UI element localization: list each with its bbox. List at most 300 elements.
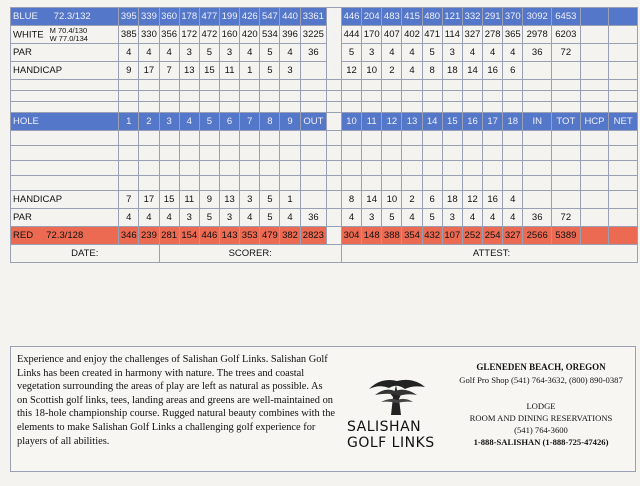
blue-tee-row-label (11, 8, 119, 26)
red-tee-row-net (609, 227, 638, 245)
par-row-bottom-front-2: 4 (139, 209, 159, 227)
blue-tee-row-back-14: 480 (422, 8, 442, 26)
handicap-row-bottom-front-2: 17 (139, 191, 159, 209)
blue-tee-row-front-1: 395 (119, 8, 139, 26)
hole-row-front-9: 9 (280, 113, 300, 131)
par-row-bottom-front-8: 5 (260, 209, 280, 227)
blank-cell (280, 102, 300, 113)
score-entry-cell (442, 146, 462, 161)
score-entry-cell (199, 176, 219, 191)
attest-label: ATTEST: (472, 248, 511, 259)
score-entry-cell (341, 146, 361, 161)
hole-row-front-7: 7 (240, 113, 260, 131)
handicap-row-bottom-in (523, 191, 552, 209)
handicap-row-top-in (523, 62, 552, 80)
blank-cell (362, 80, 382, 91)
blank-cell (341, 91, 361, 102)
blue-tee-row-out: 3361 (300, 8, 327, 26)
red-tee-row-front-3: 281 (159, 227, 179, 245)
white-tee-row-back-17: 278 (483, 26, 503, 44)
score-entry-cell (422, 146, 442, 161)
white-tee-row-back-13: 402 (402, 26, 422, 44)
score-entry-cell (260, 176, 280, 191)
blank-cell (503, 102, 523, 113)
blank-cell (139, 102, 159, 113)
handicap-row-top-back-13: 4 (402, 62, 422, 80)
score-entry-cell (382, 161, 402, 176)
handicap-row-bottom-front-6: 13 (219, 191, 239, 209)
score-entry-cell (362, 146, 382, 161)
blank-cell (300, 102, 327, 113)
blank-cell (179, 102, 199, 113)
par-row-bottom-front-9: 4 (280, 209, 300, 227)
score-entry-cell (280, 131, 300, 146)
score-entry-cell (327, 176, 342, 191)
red-tee-name: RED (13, 230, 34, 241)
score-entry-cell (462, 161, 482, 176)
hole-row-front-6: 6 (219, 113, 239, 131)
score-entry-cell (300, 176, 327, 191)
blue-tee-row-back-13: 415 (402, 8, 422, 26)
handicap-row-top-hcp (580, 62, 609, 80)
score-entry-cell (159, 131, 179, 146)
par-row-top-back-15: 3 (442, 44, 462, 62)
blank-cell (442, 102, 462, 113)
par-row-bottom-back-16: 4 (462, 209, 482, 227)
par-row-top-front-9: 4 (280, 44, 300, 62)
white-tee-row-front-3: 356 (159, 26, 179, 44)
blank-cell (483, 80, 503, 91)
blank-cell (462, 80, 482, 91)
par-row-top-front-8: 5 (260, 44, 280, 62)
white-tee-row-back-18: 365 (503, 26, 523, 44)
score-entry-cell (327, 146, 342, 161)
score-entry-cell (552, 176, 581, 191)
red-tee-row-front-9: 382 (280, 227, 300, 245)
blank-cell (341, 80, 361, 91)
red-tee-row-in: 2566 (523, 227, 552, 245)
score-entry-cell (341, 176, 361, 191)
hole-row-back-15: 15 (442, 113, 462, 131)
par-row-top-back-16: 4 (462, 44, 482, 62)
score-entry-cell (382, 176, 402, 191)
blue-tee-row-back-18: 370 (503, 8, 523, 26)
hole-row-divider (327, 113, 342, 131)
hole-row-out: OUT (300, 113, 327, 131)
score-entry-cell (327, 131, 342, 146)
salishan-logo (343, 375, 449, 455)
score-entry-cell (503, 161, 523, 176)
blank-cell (199, 80, 219, 91)
white-tee-row-front-1: 385 (119, 26, 139, 44)
par-row-bottom-front-7: 4 (240, 209, 260, 227)
blank-cell (422, 102, 442, 113)
logo-line2: GOLF LINKS (347, 435, 435, 451)
score-entry-cell (159, 176, 179, 191)
score-entry-cell (139, 131, 159, 146)
par-row-top-front-4: 3 (179, 44, 199, 62)
score-entry-cell (462, 131, 482, 146)
red-tee-row-back-15: 107 (442, 227, 462, 245)
scorer-field (159, 245, 341, 263)
blue-tee-row-front-6: 199 (219, 8, 239, 26)
player-name-cell (11, 161, 119, 176)
par-row-top-back-12: 4 (382, 44, 402, 62)
score-entry-cell (442, 161, 462, 176)
hole-row-front-2: 2 (139, 113, 159, 131)
blank-cell (580, 80, 609, 91)
blank-cell (179, 80, 199, 91)
blue-tee-row-net (609, 8, 638, 26)
score-entry-cell (280, 146, 300, 161)
score-entry-cell (609, 146, 638, 161)
score-entry-cell (159, 146, 179, 161)
score-table (10, 7, 638, 263)
hole-row-tot: TOT (552, 113, 581, 131)
score-entry-cell (179, 131, 199, 146)
score-entry-cell (341, 161, 361, 176)
score-entry-cell (179, 161, 199, 176)
handicap-row-top-front-6: 11 (219, 62, 239, 80)
player-label: P L A Y E R (327, 8, 342, 80)
par-row-top-back-18: 4 (503, 44, 523, 62)
red-tee-row-back-13: 354 (402, 227, 422, 245)
handicap-row-bottom-front-9: 1 (280, 191, 300, 209)
score-entry-cell (179, 146, 199, 161)
score-entry-cell (119, 176, 139, 191)
score-entry-cell (523, 176, 552, 191)
par-row-top-front-6: 3 (219, 44, 239, 62)
handicap-row-bottom-back-13: 2 (402, 191, 422, 209)
blank-cell (402, 91, 422, 102)
score-entry-cell (523, 131, 552, 146)
white-tee-row-net (609, 26, 638, 44)
par-row-bottom-front-3: 4 (159, 209, 179, 227)
score-entry-cell (362, 131, 382, 146)
blank-cell (523, 102, 552, 113)
handicap-row-top-front-3: 7 (159, 62, 179, 80)
par-row-bottom-back-14: 5 (422, 209, 442, 227)
score-entry-cell (362, 176, 382, 191)
blue-tee-row-back-15: 121 (442, 8, 462, 26)
score-entry-cell (402, 161, 422, 176)
score-entry-cell (139, 161, 159, 176)
lodge-heading: LODGE (526, 401, 556, 411)
par-row-top-back-13: 4 (402, 44, 422, 62)
hole-row-back-10: 10 (341, 113, 361, 131)
score-entry-cell (402, 146, 422, 161)
blank-cell (327, 80, 342, 91)
score-entry-cell (199, 146, 219, 161)
score-entry-cell (362, 161, 382, 176)
score-entry-cell (119, 161, 139, 176)
par-row-bottom (11, 209, 638, 227)
hole-row-back-14: 14 (422, 113, 442, 131)
score-entry-cell (300, 146, 327, 161)
blue-tee-row-back-11: 204 (362, 8, 382, 26)
hole-row-front-8: 8 (260, 113, 280, 131)
red-tee-row-back-12: 388 (382, 227, 402, 245)
blank-cell (159, 91, 179, 102)
blue-tee-row-back-10: 446 (341, 8, 361, 26)
blank-cell (119, 91, 139, 102)
handicap-row-top-back-14: 8 (422, 62, 442, 80)
player-score-row (11, 131, 638, 146)
score-entry-cell (260, 161, 280, 176)
red-tee-row-out: 2823 (300, 227, 327, 245)
score-entry-cell (179, 176, 199, 191)
score-entry-cell (580, 131, 609, 146)
red-tee-row-back-14: 432 (422, 227, 442, 245)
hole-row-label: HOLE (11, 113, 119, 131)
tree-icon (361, 375, 431, 415)
white-tee-row-back-15: 114 (442, 26, 462, 44)
score-entry-cell (199, 161, 219, 176)
hole-row-back-12: 12 (382, 113, 402, 131)
handicap-row-top-back-18: 6 (503, 62, 523, 80)
blank-cell (523, 91, 552, 102)
blank-cell (240, 80, 260, 91)
white-tee-name: WHITE (13, 29, 44, 41)
handicap-row-top-front-7: 1 (240, 62, 260, 80)
hole-row-front-3: 3 (159, 113, 179, 131)
blank-cell (199, 91, 219, 102)
player-score-row (11, 161, 638, 176)
par-row-top-out: 36 (300, 44, 327, 62)
white-rating-men: M 70.4/130 (49, 25, 88, 35)
blank-cell (422, 80, 442, 91)
blank-cell (119, 80, 139, 91)
par-row-top-tot: 72 (552, 44, 581, 62)
blue-tee-row-back-16: 332 (462, 8, 482, 26)
score-entry-cell (580, 161, 609, 176)
white-tee-row-back-14: 471 (422, 26, 442, 44)
par-row-bottom-out: 36 (300, 209, 327, 227)
blank-cell (159, 80, 179, 91)
handicap-row-bottom-front-4: 11 (179, 191, 199, 209)
hole-row-net: NET (609, 113, 638, 131)
handicap-row-bottom-back-18: 4 (503, 191, 523, 209)
handicap-row-bottom-front-3: 15 (159, 191, 179, 209)
handicap-row-top-front-5: 15 (199, 62, 219, 80)
par-row-top-front-2: 4 (139, 44, 159, 62)
score-entry-cell (139, 176, 159, 191)
score-entry-cell (402, 131, 422, 146)
blank-cell (179, 91, 199, 102)
score-entry-cell (159, 161, 179, 176)
logo-line1: SALISHAN (347, 419, 422, 435)
handicap-row-bottom-net (609, 191, 638, 209)
score-entry-cell (422, 161, 442, 176)
spacer-row (11, 102, 638, 113)
score-entry-cell (552, 131, 581, 146)
blue-tee-rating: 72.3/132 (53, 11, 91, 22)
attest-field (341, 245, 637, 263)
par-row-bottom-front-4: 3 (179, 209, 199, 227)
score-entry-cell (260, 146, 280, 161)
handicap-row-bottom-back-12: 10 (382, 191, 402, 209)
handicap-row-top-out (300, 62, 327, 80)
handicap-row-top-front-4: 13 (179, 62, 199, 80)
handicap-row-top-label: HANDICAP (11, 62, 119, 80)
blank-cell (552, 80, 581, 91)
blank-cell (442, 91, 462, 102)
score-entry-cell (552, 161, 581, 176)
par-row-bottom-front-6: 3 (219, 209, 239, 227)
blank-cell (609, 102, 638, 113)
score-entry-cell (219, 161, 239, 176)
info-panel (10, 346, 636, 472)
par-row-bottom-back-18: 4 (503, 209, 523, 227)
par-row-top-in: 36 (523, 44, 552, 62)
blue-tee-row-hcp (580, 8, 609, 26)
blue-tee-row-front-7: 426 (240, 8, 260, 26)
blank-cell (260, 102, 280, 113)
logo-text (347, 419, 447, 451)
score-entry-cell (580, 146, 609, 161)
score-entry-cell (219, 146, 239, 161)
blank-cell (300, 91, 327, 102)
blank-cell (159, 102, 179, 113)
blank-cell (402, 102, 422, 113)
hole-row (11, 113, 638, 131)
blank-cell (280, 91, 300, 102)
white-tee-row-tot: 6203 (552, 26, 581, 44)
red-tee-rating: 72.3/128 (46, 230, 84, 241)
score-entry-cell (503, 146, 523, 161)
red-tee-row-hcp (580, 227, 609, 245)
blue-tee-row-front-4: 178 (179, 8, 199, 26)
score-entry-cell (341, 131, 361, 146)
score-entry-cell (300, 161, 327, 176)
score-entry-cell (300, 131, 327, 146)
par-row-bottom-back-12: 5 (382, 209, 402, 227)
spacer-row (11, 80, 638, 91)
white-tee-row-label (11, 26, 119, 44)
par-row-top-hcp (580, 44, 609, 62)
handicap-row-top-back-11: 10 (362, 62, 382, 80)
score-entry-cell (483, 146, 503, 161)
score-entry-cell (483, 131, 503, 146)
handicap-row-top-back-12: 2 (382, 62, 402, 80)
handicap-row-top-front-9: 3 (280, 62, 300, 80)
player-score-row (11, 146, 638, 161)
red-tee-row-front-2: 239 (139, 227, 159, 245)
handicap-row-top-front-1: 9 (119, 62, 139, 80)
par-row-bottom-in: 36 (523, 209, 552, 227)
par-row-top-back-17: 4 (483, 44, 503, 62)
score-entry-cell (483, 161, 503, 176)
blank-cell (119, 102, 139, 113)
blank-cell (260, 80, 280, 91)
handicap-row-bottom-back-11: 14 (362, 191, 382, 209)
blank-cell (382, 80, 402, 91)
white-tee-row-front-4: 172 (179, 26, 199, 44)
hole-row-front-5: 5 (199, 113, 219, 131)
hole-row-back-13: 13 (402, 113, 422, 131)
handicap-row-bottom-label: HANDICAP (11, 191, 119, 209)
blue-tee-row-front-3: 360 (159, 8, 179, 26)
red-tee-row (11, 227, 638, 245)
handicap-row-bottom-back-10: 8 (341, 191, 361, 209)
date-label: DATE: (71, 248, 99, 259)
handicap-row-bottom-back-14: 6 (422, 191, 442, 209)
handicap-row-bottom-front-8: 5 (260, 191, 280, 209)
par-row-bottom-front-1: 4 (119, 209, 139, 227)
red-tee-row-back-17: 254 (483, 227, 503, 245)
hole-row-back-16: 16 (462, 113, 482, 131)
blank-cell (11, 102, 119, 113)
handicap-row-bottom-divider (327, 191, 342, 209)
blue-tee-row-front-5: 477 (199, 8, 219, 26)
handicap-row-bottom-front-5: 9 (199, 191, 219, 209)
white-tee-row-front-9: 396 (280, 26, 300, 44)
blank-cell (240, 102, 260, 113)
blank-cell (462, 102, 482, 113)
white-tee-row-hcp (580, 26, 609, 44)
score-entry-cell (552, 146, 581, 161)
blank-cell (503, 91, 523, 102)
par-row-top-back-14: 5 (422, 44, 442, 62)
par-row-bottom-hcp (580, 209, 609, 227)
blank-cell (327, 91, 342, 102)
handicap-row-bottom-out (300, 191, 327, 209)
blank-cell (327, 102, 342, 113)
player-name-cell (11, 131, 119, 146)
hole-row-back-11: 11 (362, 113, 382, 131)
blue-tee-row-front-9: 440 (280, 8, 300, 26)
score-entry-cell (422, 176, 442, 191)
score-entry-cell (139, 146, 159, 161)
blank-cell (219, 91, 239, 102)
score-entry-cell (260, 131, 280, 146)
par-row-bottom-back-10: 4 (341, 209, 361, 227)
par-row-top-back-11: 3 (362, 44, 382, 62)
par-row-top-net (609, 44, 638, 62)
score-entry-cell (442, 176, 462, 191)
par-row-top (11, 44, 638, 62)
blank-cell (483, 102, 503, 113)
par-row-bottom-net (609, 209, 638, 227)
blank-cell (552, 102, 581, 113)
contact-info (443, 361, 639, 448)
handicap-row-bottom (11, 191, 638, 209)
score-entry-cell (119, 146, 139, 161)
red-tee-row-divider (327, 227, 342, 245)
score-entry-cell (422, 131, 442, 146)
white-tee-row-front-2: 330 (139, 26, 159, 44)
white-tee-row-in: 2978 (523, 26, 552, 44)
score-entry-cell (503, 131, 523, 146)
blue-tee-name: BLUE (13, 11, 38, 22)
blank-cell (503, 80, 523, 91)
par-row-top-front-3: 4 (159, 44, 179, 62)
score-entry-cell (240, 146, 260, 161)
score-entry-cell (523, 146, 552, 161)
blue-tee-row-in: 3092 (523, 8, 552, 26)
handicap-row-bottom-tot (552, 191, 581, 209)
player-name-cell (11, 146, 119, 161)
score-entry-cell (503, 176, 523, 191)
blank-cell (260, 91, 280, 102)
blue-tee-row-tot: 6453 (552, 8, 581, 26)
handicap-row-top-front-2: 17 (139, 62, 159, 80)
player-score-row (11, 176, 638, 191)
par-row-bottom-back-17: 4 (483, 209, 503, 227)
blank-cell (11, 80, 119, 91)
white-tee-row-back-10: 444 (341, 26, 361, 44)
score-entry-cell (219, 176, 239, 191)
